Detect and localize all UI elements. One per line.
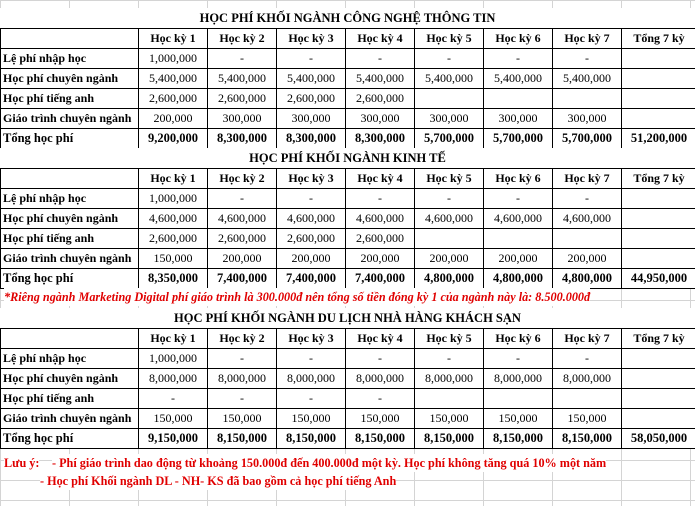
table-cell <box>415 229 484 249</box>
table-cell <box>553 229 622 249</box>
table-cell: - <box>553 49 622 69</box>
column-header: Học kỳ 5 <box>415 169 484 189</box>
table-cell: 1,000,000 <box>139 189 208 209</box>
table-cell: 150,000 <box>139 249 208 269</box>
table-cell: 8,150,000 <box>346 429 415 449</box>
column-header: Học kỳ 7 <box>553 29 622 49</box>
table-cell: 2,600,000 <box>346 89 415 109</box>
table-cell <box>622 409 695 429</box>
table-cell: 9,150,000 <box>139 429 208 449</box>
table-row <box>1 209 695 229</box>
table-cell: 5,400,000 <box>208 69 277 89</box>
table-cell: 4,600,000 <box>553 209 622 229</box>
table-cell: 5,700,000 <box>484 129 553 149</box>
table-cell: - <box>208 189 277 209</box>
table-cell <box>484 229 553 249</box>
table-cell: 4,800,000 <box>553 269 622 289</box>
table-cell <box>622 209 695 229</box>
footer-note-line-1: - Phí giáo trình dao động từ khoảng 150.000đ đến 400.000đ một kỳ. Học phí không tăng quá 10% một năm <box>52 456 607 470</box>
table-cell <box>484 89 553 109</box>
table-row <box>1 389 695 409</box>
table-cell: 8,300,000 <box>346 129 415 149</box>
column-header: Học kỳ 4 <box>346 169 415 189</box>
row-label: Lệ phí nhập học <box>1 349 139 369</box>
column-header: Học kỳ 1 <box>139 169 208 189</box>
table-cell: 8,300,000 <box>208 129 277 149</box>
table-cell: - <box>484 189 553 209</box>
table-cell: 2,600,000 <box>277 229 346 249</box>
column-header: Học kỳ 6 <box>484 329 553 349</box>
column-header: Học kỳ 5 <box>415 29 484 49</box>
header-blank-cell <box>1 29 139 49</box>
row-label: Lệ phí nhập học <box>1 189 139 209</box>
header-row <box>1 29 695 49</box>
table-cell: - <box>277 49 346 69</box>
table-cell: 200,000 <box>484 249 553 269</box>
row-label: Học phí tiếng anh <box>1 89 139 109</box>
table-cell: 4,600,000 <box>415 209 484 229</box>
table-cell: 4,600,000 <box>139 209 208 229</box>
table-cell: 300,000 <box>346 109 415 129</box>
table-cell: 5,400,000 <box>139 69 208 89</box>
table-cell: 5,400,000 <box>553 69 622 89</box>
table-cell: 4,800,000 <box>484 269 553 289</box>
header-row <box>1 169 695 189</box>
row-label: Giáo trình chuyên ngành <box>1 249 139 269</box>
table-cell: - <box>346 389 415 409</box>
table-cell: 1,000,000 <box>139 49 208 69</box>
econ-fee-table <box>0 168 695 289</box>
table-cell <box>622 349 695 369</box>
table-cell: - <box>277 389 346 409</box>
column-header: Học kỳ 5 <box>415 329 484 349</box>
table-cell <box>622 369 695 389</box>
table-cell: 200,000 <box>415 249 484 269</box>
table-cell: 200,000 <box>277 249 346 269</box>
table-cell: - <box>415 49 484 69</box>
table-cell: 150,000 <box>346 409 415 429</box>
table-cell: 2,600,000 <box>346 229 415 249</box>
table-cell <box>553 389 622 409</box>
table-cell: 4,800,000 <box>415 269 484 289</box>
table-row <box>1 69 695 89</box>
tourism-fee-table <box>0 328 695 449</box>
table-row <box>1 369 695 389</box>
row-label: Học phí chuyên ngành <box>1 369 139 389</box>
table-cell: 9,200,000 <box>139 129 208 149</box>
table-row <box>1 189 695 209</box>
table-cell: 2,600,000 <box>208 229 277 249</box>
column-header: Học kỳ 4 <box>346 329 415 349</box>
table-cell: 8,000,000 <box>346 369 415 389</box>
table-cell: 4,600,000 <box>346 209 415 229</box>
table-cell: 5,400,000 <box>346 69 415 89</box>
column-header: Tổng 7 kỳ <box>622 29 695 49</box>
column-header: Học kỳ 4 <box>346 29 415 49</box>
table-row <box>1 409 695 429</box>
table-cell <box>553 89 622 109</box>
table-row <box>1 129 695 149</box>
table-cell: 2,600,000 <box>208 89 277 109</box>
table-cell: 8,000,000 <box>484 369 553 389</box>
table-cell: 8,150,000 <box>208 429 277 449</box>
table-cell: 4,600,000 <box>277 209 346 229</box>
table-cell: 150,000 <box>277 409 346 429</box>
table-cell: 8,150,000 <box>415 429 484 449</box>
table-cell: - <box>484 49 553 69</box>
table-cell: 200,000 <box>346 249 415 269</box>
table-cell: - <box>208 349 277 369</box>
column-header: Học kỳ 7 <box>553 329 622 349</box>
table-cell: 7,400,000 <box>277 269 346 289</box>
table-cell <box>415 89 484 109</box>
table-cell: 8,000,000 <box>139 369 208 389</box>
table-cell: 8,350,000 <box>139 269 208 289</box>
table-cell: 8,150,000 <box>553 429 622 449</box>
table-row <box>1 429 695 449</box>
table-cell: 51,200,000 <box>622 129 695 149</box>
table-cell: - <box>553 349 622 369</box>
it-section-title: HỌC PHÍ KHỐI NGÀNH CÔNG NGHỆ THÔNG TIN <box>0 8 695 28</box>
table-row <box>1 89 695 109</box>
table-cell: - <box>346 189 415 209</box>
table-cell: 5,400,000 <box>415 69 484 89</box>
table-cell: 4,600,000 <box>208 209 277 229</box>
column-header: Tổng 7 kỳ <box>622 329 695 349</box>
table-row <box>1 269 695 289</box>
table-cell <box>622 389 695 409</box>
table-cell: 8,300,000 <box>277 129 346 149</box>
econ-section-title: HỌC PHÍ KHỐI NGÀNH KINH TẾ <box>0 148 695 168</box>
table-cell <box>622 189 695 209</box>
table-cell <box>622 109 695 129</box>
table-cell: 150,000 <box>208 409 277 429</box>
column-header: Học kỳ 6 <box>484 29 553 49</box>
row-label: Tổng học phí <box>1 269 139 289</box>
table-cell: 300,000 <box>484 109 553 129</box>
table-cell: 2,600,000 <box>277 89 346 109</box>
row-label: Học phí chuyên ngành <box>1 69 139 89</box>
table-cell: 7,400,000 <box>208 269 277 289</box>
footer-note-prefix: Lưu ý: <box>4 456 40 470</box>
table-row <box>1 109 695 129</box>
header-blank-cell <box>1 169 139 189</box>
table-cell: 8,000,000 <box>415 369 484 389</box>
column-header: Học kỳ 2 <box>208 29 277 49</box>
table-cell <box>622 89 695 109</box>
table-cell: - <box>277 349 346 369</box>
table-cell: - <box>415 349 484 369</box>
table-cell: - <box>553 189 622 209</box>
table-cell: 150,000 <box>415 409 484 429</box>
table-cell: 200,000 <box>553 249 622 269</box>
column-header: Học kỳ 3 <box>277 169 346 189</box>
table-cell <box>622 249 695 269</box>
header-row <box>1 329 695 349</box>
table-cell: 5,700,000 <box>553 129 622 149</box>
it-fee-table <box>0 28 695 149</box>
column-header: Học kỳ 2 <box>208 329 277 349</box>
table-cell: 200,000 <box>208 249 277 269</box>
column-header: Tổng 7 kỳ <box>622 169 695 189</box>
table-cell: 1,000,000 <box>139 349 208 369</box>
table-row <box>1 249 695 269</box>
column-header: Học kỳ 7 <box>553 169 622 189</box>
table-cell: 8,000,000 <box>553 369 622 389</box>
row-label: Lệ phí nhập học <box>1 49 139 69</box>
row-label: Học phí tiếng anh <box>1 389 139 409</box>
table-cell: 58,050,000 <box>622 429 695 449</box>
table-row <box>1 349 695 369</box>
row-label: Giáo trình chuyên ngành <box>1 409 139 429</box>
table-cell: 150,000 <box>484 409 553 429</box>
row-label: Giáo trình chuyên ngành <box>1 109 139 129</box>
table-cell <box>622 49 695 69</box>
table-cell: 200,000 <box>139 109 208 129</box>
table-cell: - <box>346 349 415 369</box>
table-cell: 150,000 <box>553 409 622 429</box>
row-label: Học phí tiếng anh <box>1 229 139 249</box>
table-cell: - <box>346 49 415 69</box>
table-cell: 300,000 <box>415 109 484 129</box>
table-cell: 5,400,000 <box>277 69 346 89</box>
row-label: Học phí chuyên ngành <box>1 209 139 229</box>
table-cell: 8,150,000 <box>277 429 346 449</box>
column-header: Học kỳ 3 <box>277 29 346 49</box>
column-header: Học kỳ 2 <box>208 169 277 189</box>
header-blank-cell <box>1 329 139 349</box>
table-row <box>1 229 695 249</box>
column-header: Học kỳ 1 <box>139 329 208 349</box>
footer-note-line-2: - Học phí Khối ngành DL - NH- KS đã bao gồm cả học phí tiếng Anh <box>40 474 397 488</box>
table-cell: 2,600,000 <box>139 229 208 249</box>
table-cell: - <box>277 189 346 209</box>
table-cell: - <box>484 349 553 369</box>
table-cell: - <box>139 389 208 409</box>
column-header: Học kỳ 1 <box>139 29 208 49</box>
table-cell <box>622 69 695 89</box>
marketing-digital-note: *Riêng ngành Marketing Digital phí giáo trình là 300.000đ nên tổng số tiền đóng kỳ 1 của ngành này là: 8.500.000đ <box>4 290 591 304</box>
table-cell: 300,000 <box>277 109 346 129</box>
table-cell: 300,000 <box>208 109 277 129</box>
table-cell: 2,600,000 <box>139 89 208 109</box>
table-cell: 5,700,000 <box>415 129 484 149</box>
column-header: Học kỳ 3 <box>277 329 346 349</box>
table-row <box>1 49 695 69</box>
table-cell: - <box>208 389 277 409</box>
table-cell: 300,000 <box>553 109 622 129</box>
row-label: Tổng học phí <box>1 129 139 149</box>
table-cell: 8,150,000 <box>484 429 553 449</box>
column-header: Học kỳ 6 <box>484 169 553 189</box>
table-cell: 44,950,000 <box>622 269 695 289</box>
table-cell: 4,600,000 <box>484 209 553 229</box>
table-cell <box>484 389 553 409</box>
table-cell <box>415 389 484 409</box>
table-cell: 8,000,000 <box>277 369 346 389</box>
table-cell <box>622 229 695 249</box>
table-cell: 7,400,000 <box>346 269 415 289</box>
tourism-section-title: HỌC PHÍ KHỐI NGÀNH DU LỊCH NHÀ HÀNG KHÁCH SẠN <box>0 308 695 328</box>
table-cell: 8,000,000 <box>208 369 277 389</box>
table-cell: 5,400,000 <box>484 69 553 89</box>
table-cell: 150,000 <box>139 409 208 429</box>
table-cell: - <box>415 189 484 209</box>
row-label: Tổng học phí <box>1 429 139 449</box>
table-cell: - <box>208 49 277 69</box>
